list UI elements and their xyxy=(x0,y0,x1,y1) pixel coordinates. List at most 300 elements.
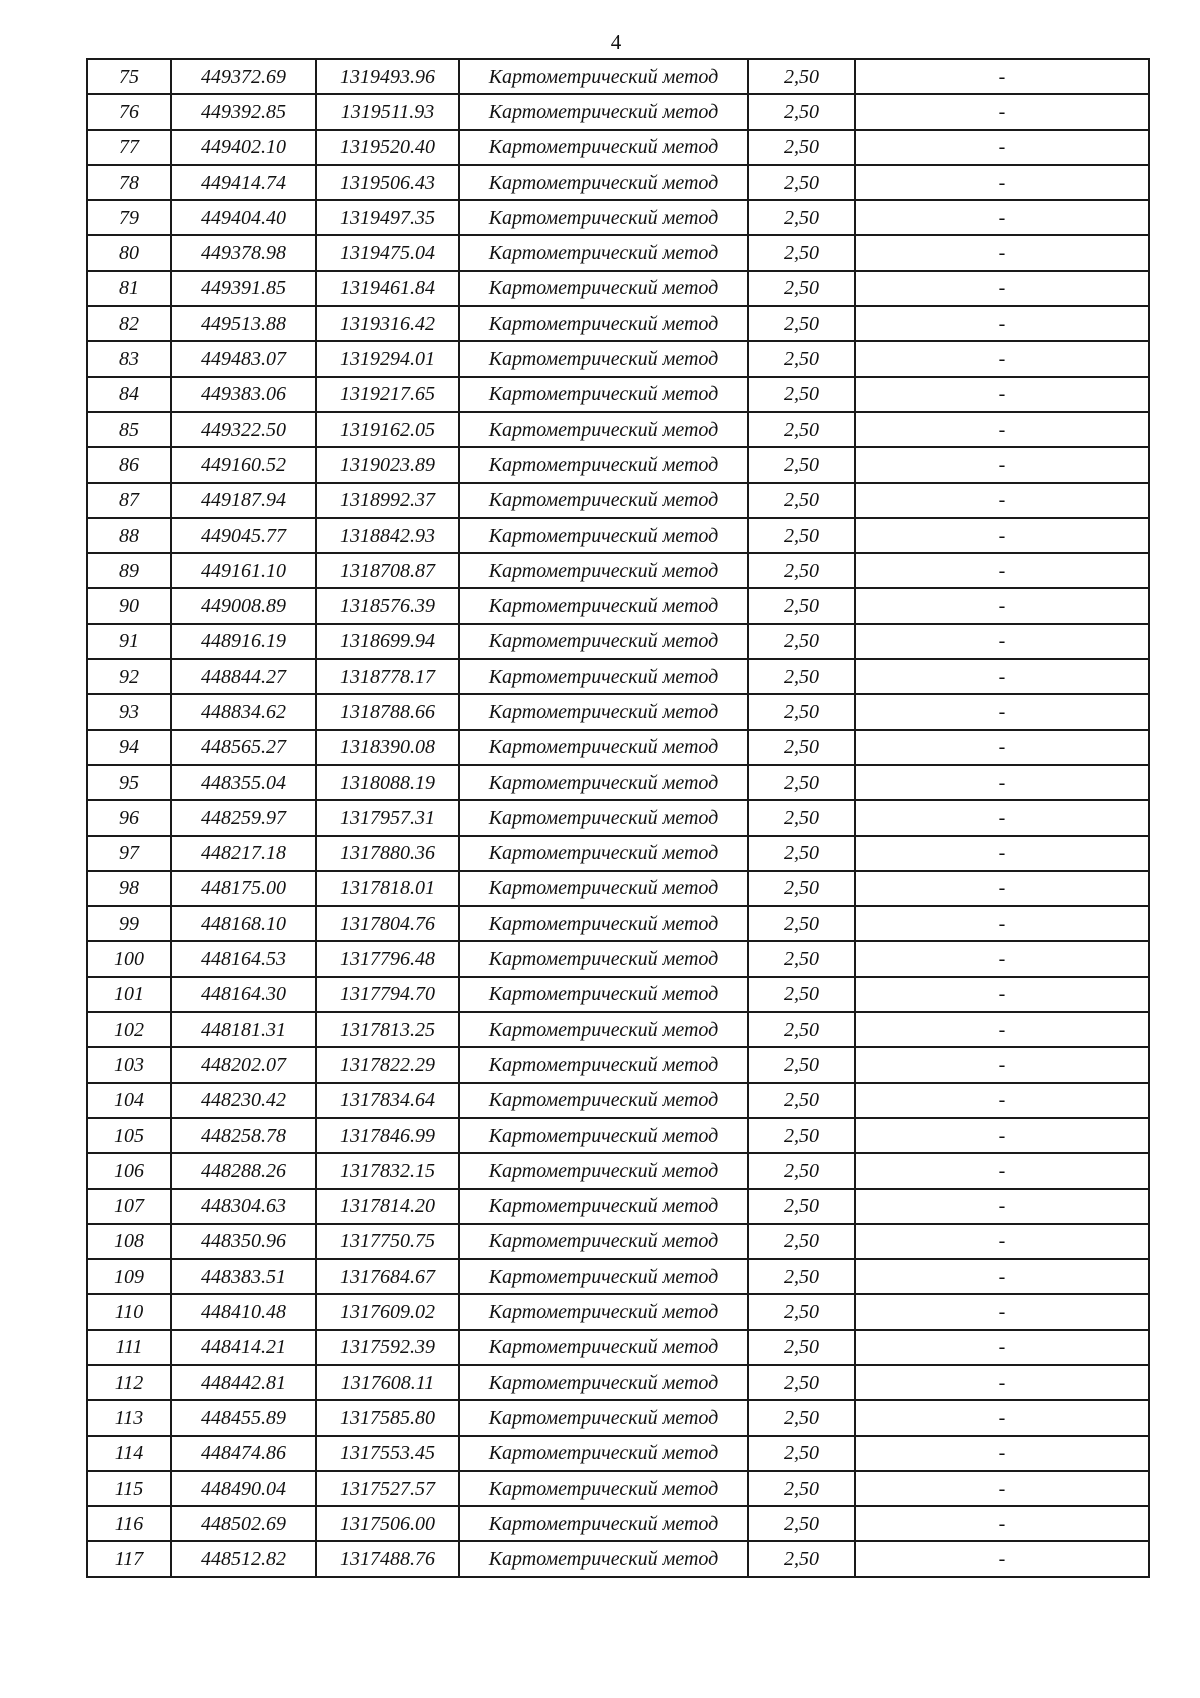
method-cell: Картометрический метод xyxy=(459,59,748,94)
description-cell: - xyxy=(855,765,1149,800)
table-row xyxy=(87,977,1149,1012)
y-coordinate-cell: 1318778.17 xyxy=(316,659,459,694)
description-cell: - xyxy=(855,1153,1149,1188)
method-cell: Картометрический метод xyxy=(459,271,748,306)
description-cell: - xyxy=(855,694,1149,729)
description-cell: - xyxy=(855,483,1149,518)
description-cell: - xyxy=(855,588,1149,623)
accuracy-cell: 2,50 xyxy=(748,871,855,906)
method-cell: Картометрический метод xyxy=(459,1506,748,1541)
accuracy-cell: 2,50 xyxy=(748,447,855,482)
y-coordinate-cell: 1317506.00 xyxy=(316,1506,459,1541)
y-coordinate-cell: 1317609.02 xyxy=(316,1294,459,1329)
method-cell: Картометрический метод xyxy=(459,1541,748,1576)
point-number-cell: 81 xyxy=(87,271,171,306)
description-cell: - xyxy=(855,165,1149,200)
table-row xyxy=(87,1224,1149,1259)
x-coordinate-cell: 448512.82 xyxy=(171,1541,316,1576)
table-row xyxy=(87,694,1149,729)
method-cell: Картометрический метод xyxy=(459,200,748,235)
point-number-cell: 115 xyxy=(87,1471,171,1506)
accuracy-cell: 2,50 xyxy=(748,235,855,270)
accuracy-cell: 2,50 xyxy=(748,1153,855,1188)
y-coordinate-cell: 1319217.65 xyxy=(316,377,459,412)
x-coordinate-cell: 448442.81 xyxy=(171,1365,316,1400)
y-coordinate-cell: 1317804.76 xyxy=(316,906,459,941)
method-cell: Картометрический метод xyxy=(459,412,748,447)
x-coordinate-cell: 448259.97 xyxy=(171,800,316,835)
table-row xyxy=(87,659,1149,694)
x-coordinate-cell: 448355.04 xyxy=(171,765,316,800)
y-coordinate-cell: 1319162.05 xyxy=(316,412,459,447)
y-coordinate-cell: 1319511.93 xyxy=(316,94,459,129)
point-number-cell: 77 xyxy=(87,130,171,165)
point-number-cell: 104 xyxy=(87,1083,171,1118)
description-cell: - xyxy=(855,1506,1149,1541)
y-coordinate-cell: 1317957.31 xyxy=(316,800,459,835)
accuracy-cell: 2,50 xyxy=(748,1471,855,1506)
point-number-cell: 86 xyxy=(87,447,171,482)
method-cell: Картометрический метод xyxy=(459,1189,748,1224)
method-cell: Картометрический метод xyxy=(459,553,748,588)
description-cell: - xyxy=(855,1330,1149,1365)
description-cell: - xyxy=(855,1259,1149,1294)
x-coordinate-cell: 449402.10 xyxy=(171,130,316,165)
accuracy-cell: 2,50 xyxy=(748,377,855,412)
y-coordinate-cell: 1317796.48 xyxy=(316,941,459,976)
table-row xyxy=(87,871,1149,906)
point-number-cell: 91 xyxy=(87,624,171,659)
table-row xyxy=(87,624,1149,659)
table-row xyxy=(87,836,1149,871)
y-coordinate-cell: 1317846.99 xyxy=(316,1118,459,1153)
x-coordinate-cell: 448565.27 xyxy=(171,730,316,765)
point-number-cell: 107 xyxy=(87,1189,171,1224)
table-row xyxy=(87,377,1149,412)
point-number-cell: 93 xyxy=(87,694,171,729)
point-number-cell: 97 xyxy=(87,836,171,871)
table-row xyxy=(87,765,1149,800)
point-number-cell: 100 xyxy=(87,941,171,976)
table-row xyxy=(87,941,1149,976)
method-cell: Картометрический метод xyxy=(459,1365,748,1400)
accuracy-cell: 2,50 xyxy=(748,765,855,800)
method-cell: Картометрический метод xyxy=(459,1400,748,1435)
accuracy-cell: 2,50 xyxy=(748,1294,855,1329)
point-number-cell: 117 xyxy=(87,1541,171,1576)
point-number-cell: 89 xyxy=(87,553,171,588)
y-coordinate-cell: 1319520.40 xyxy=(316,130,459,165)
table-row xyxy=(87,1400,1149,1435)
method-cell: Картометрический метод xyxy=(459,836,748,871)
accuracy-cell: 2,50 xyxy=(748,977,855,1012)
method-cell: Картометрический метод xyxy=(459,765,748,800)
x-coordinate-cell: 449160.52 xyxy=(171,447,316,482)
point-number-cell: 88 xyxy=(87,518,171,553)
y-coordinate-cell: 1319475.04 xyxy=(316,235,459,270)
table-row xyxy=(87,130,1149,165)
accuracy-cell: 2,50 xyxy=(748,1506,855,1541)
point-number-cell: 92 xyxy=(87,659,171,694)
table-row xyxy=(87,588,1149,623)
description-cell: - xyxy=(855,377,1149,412)
method-cell: Картометрический метод xyxy=(459,1259,748,1294)
coordinates-table xyxy=(86,58,1150,1578)
table-row xyxy=(87,518,1149,553)
description-cell: - xyxy=(855,659,1149,694)
y-coordinate-cell: 1317880.36 xyxy=(316,836,459,871)
method-cell: Картометрический метод xyxy=(459,624,748,659)
accuracy-cell: 2,50 xyxy=(748,941,855,976)
x-coordinate-cell: 449161.10 xyxy=(171,553,316,588)
description-cell: - xyxy=(855,130,1149,165)
description-cell: - xyxy=(855,1012,1149,1047)
x-coordinate-cell: 449391.85 xyxy=(171,271,316,306)
table-row xyxy=(87,1118,1149,1153)
x-coordinate-cell: 449187.94 xyxy=(171,483,316,518)
point-number-cell: 113 xyxy=(87,1400,171,1435)
x-coordinate-cell: 448916.19 xyxy=(171,624,316,659)
x-coordinate-cell: 448383.51 xyxy=(171,1259,316,1294)
description-cell: - xyxy=(855,1189,1149,1224)
table-row xyxy=(87,1153,1149,1188)
point-number-cell: 87 xyxy=(87,483,171,518)
description-cell: - xyxy=(855,836,1149,871)
accuracy-cell: 2,50 xyxy=(748,59,855,94)
x-coordinate-cell: 449372.69 xyxy=(171,59,316,94)
method-cell: Картометрический метод xyxy=(459,871,748,906)
table-row xyxy=(87,553,1149,588)
description-cell: - xyxy=(855,800,1149,835)
point-number-cell: 76 xyxy=(87,94,171,129)
accuracy-cell: 2,50 xyxy=(748,483,855,518)
y-coordinate-cell: 1317814.20 xyxy=(316,1189,459,1224)
description-cell: - xyxy=(855,271,1149,306)
point-number-cell: 112 xyxy=(87,1365,171,1400)
accuracy-cell: 2,50 xyxy=(748,1330,855,1365)
x-coordinate-cell: 449008.89 xyxy=(171,588,316,623)
x-coordinate-cell: 449392.85 xyxy=(171,94,316,129)
point-number-cell: 84 xyxy=(87,377,171,412)
description-cell: - xyxy=(855,1118,1149,1153)
y-coordinate-cell: 1319506.43 xyxy=(316,165,459,200)
point-number-cell: 101 xyxy=(87,977,171,1012)
point-number-cell: 108 xyxy=(87,1224,171,1259)
table-row xyxy=(87,1294,1149,1329)
point-number-cell: 96 xyxy=(87,800,171,835)
table-row xyxy=(87,59,1149,94)
method-cell: Картометрический метод xyxy=(459,165,748,200)
y-coordinate-cell: 1318992.37 xyxy=(316,483,459,518)
table-row xyxy=(87,1365,1149,1400)
description-cell: - xyxy=(855,1541,1149,1576)
y-coordinate-cell: 1319497.35 xyxy=(316,200,459,235)
description-cell: - xyxy=(855,235,1149,270)
y-coordinate-cell: 1318788.66 xyxy=(316,694,459,729)
table-row xyxy=(87,1189,1149,1224)
y-coordinate-cell: 1318842.93 xyxy=(316,518,459,553)
table-row xyxy=(87,1047,1149,1082)
accuracy-cell: 2,50 xyxy=(748,518,855,553)
point-number-cell: 109 xyxy=(87,1259,171,1294)
page-number: 4 xyxy=(610,30,622,54)
point-number-cell: 99 xyxy=(87,906,171,941)
description-cell: - xyxy=(855,941,1149,976)
accuracy-cell: 2,50 xyxy=(748,165,855,200)
accuracy-cell: 2,50 xyxy=(748,1012,855,1047)
method-cell: Картометрический метод xyxy=(459,906,748,941)
y-coordinate-cell: 1319023.89 xyxy=(316,447,459,482)
point-number-cell: 75 xyxy=(87,59,171,94)
point-number-cell: 83 xyxy=(87,341,171,376)
table-row xyxy=(87,94,1149,129)
x-coordinate-cell: 448410.48 xyxy=(171,1294,316,1329)
accuracy-cell: 2,50 xyxy=(748,1541,855,1576)
method-cell: Картометрический метод xyxy=(459,659,748,694)
y-coordinate-cell: 1317822.29 xyxy=(316,1047,459,1082)
method-cell: Картометрический метод xyxy=(459,800,748,835)
x-coordinate-cell: 448502.69 xyxy=(171,1506,316,1541)
method-cell: Картометрический метод xyxy=(459,1118,748,1153)
y-coordinate-cell: 1318390.08 xyxy=(316,730,459,765)
table-row xyxy=(87,1506,1149,1541)
accuracy-cell: 2,50 xyxy=(748,836,855,871)
description-cell: - xyxy=(855,447,1149,482)
method-cell: Картометрический метод xyxy=(459,977,748,1012)
accuracy-cell: 2,50 xyxy=(748,1436,855,1471)
accuracy-cell: 2,50 xyxy=(748,1365,855,1400)
accuracy-cell: 2,50 xyxy=(748,1189,855,1224)
accuracy-cell: 2,50 xyxy=(748,694,855,729)
point-number-cell: 95 xyxy=(87,765,171,800)
accuracy-cell: 2,50 xyxy=(748,1400,855,1435)
accuracy-cell: 2,50 xyxy=(748,624,855,659)
method-cell: Картометрический метод xyxy=(459,306,748,341)
point-number-cell: 103 xyxy=(87,1047,171,1082)
method-cell: Картометрический метод xyxy=(459,377,748,412)
description-cell: - xyxy=(855,906,1149,941)
table-row xyxy=(87,1471,1149,1506)
x-coordinate-cell: 448217.18 xyxy=(171,836,316,871)
description-cell: - xyxy=(855,59,1149,94)
point-number-cell: 98 xyxy=(87,871,171,906)
description-cell: - xyxy=(855,730,1149,765)
point-number-cell: 111 xyxy=(87,1330,171,1365)
x-coordinate-cell: 449414.74 xyxy=(171,165,316,200)
table-row xyxy=(87,483,1149,518)
x-coordinate-cell: 448230.42 xyxy=(171,1083,316,1118)
description-cell: - xyxy=(855,553,1149,588)
description-cell: - xyxy=(855,1083,1149,1118)
table-row xyxy=(87,1259,1149,1294)
method-cell: Картометрический метод xyxy=(459,1330,748,1365)
y-coordinate-cell: 1319461.84 xyxy=(316,271,459,306)
x-coordinate-cell: 448414.21 xyxy=(171,1330,316,1365)
table-row xyxy=(87,306,1149,341)
accuracy-cell: 2,50 xyxy=(748,306,855,341)
point-number-cell: 80 xyxy=(87,235,171,270)
y-coordinate-cell: 1317750.75 xyxy=(316,1224,459,1259)
x-coordinate-cell: 448164.53 xyxy=(171,941,316,976)
accuracy-cell: 2,50 xyxy=(748,1083,855,1118)
x-coordinate-cell: 448288.26 xyxy=(171,1153,316,1188)
x-coordinate-cell: 449045.77 xyxy=(171,518,316,553)
table-row xyxy=(87,1436,1149,1471)
accuracy-cell: 2,50 xyxy=(748,341,855,376)
y-coordinate-cell: 1319294.01 xyxy=(316,341,459,376)
description-cell: - xyxy=(855,341,1149,376)
description-cell: - xyxy=(855,1471,1149,1506)
x-coordinate-cell: 449322.50 xyxy=(171,412,316,447)
description-cell: - xyxy=(855,94,1149,129)
accuracy-cell: 2,50 xyxy=(748,130,855,165)
table-row xyxy=(87,1083,1149,1118)
point-number-cell: 102 xyxy=(87,1012,171,1047)
accuracy-cell: 2,50 xyxy=(748,94,855,129)
method-cell: Картометрический метод xyxy=(459,1471,748,1506)
method-cell: Картометрический метод xyxy=(459,235,748,270)
point-number-cell: 114 xyxy=(87,1436,171,1471)
y-coordinate-cell: 1319493.96 xyxy=(316,59,459,94)
method-cell: Картометрический метод xyxy=(459,1436,748,1471)
y-coordinate-cell: 1319316.42 xyxy=(316,306,459,341)
y-coordinate-cell: 1317608.11 xyxy=(316,1365,459,1400)
description-cell: - xyxy=(855,871,1149,906)
x-coordinate-cell: 449378.98 xyxy=(171,235,316,270)
table-row xyxy=(87,1541,1149,1576)
accuracy-cell: 2,50 xyxy=(748,1224,855,1259)
method-cell: Картометрический метод xyxy=(459,94,748,129)
method-cell: Картометрический метод xyxy=(459,941,748,976)
method-cell: Картометрический метод xyxy=(459,518,748,553)
point-number-cell: 90 xyxy=(87,588,171,623)
method-cell: Картометрический метод xyxy=(459,588,748,623)
x-coordinate-cell: 448474.86 xyxy=(171,1436,316,1471)
y-coordinate-cell: 1317585.80 xyxy=(316,1400,459,1435)
method-cell: Картометрический метод xyxy=(459,730,748,765)
description-cell: - xyxy=(855,306,1149,341)
y-coordinate-cell: 1317684.67 xyxy=(316,1259,459,1294)
method-cell: Картометрический метод xyxy=(459,447,748,482)
accuracy-cell: 2,50 xyxy=(748,588,855,623)
point-number-cell: 94 xyxy=(87,730,171,765)
description-cell: - xyxy=(855,977,1149,1012)
coordinates-table-body xyxy=(87,59,1149,1577)
accuracy-cell: 2,50 xyxy=(748,412,855,447)
method-cell: Картометрический метод xyxy=(459,130,748,165)
y-coordinate-cell: 1317488.76 xyxy=(316,1541,459,1576)
table-row xyxy=(87,165,1149,200)
method-cell: Картометрический метод xyxy=(459,483,748,518)
table-row xyxy=(87,235,1149,270)
table-row xyxy=(87,730,1149,765)
accuracy-cell: 2,50 xyxy=(748,1047,855,1082)
table-row xyxy=(87,447,1149,482)
table-row xyxy=(87,800,1149,835)
point-number-cell: 105 xyxy=(87,1118,171,1153)
method-cell: Картометрический метод xyxy=(459,1083,748,1118)
x-coordinate-cell: 448175.00 xyxy=(171,871,316,906)
x-coordinate-cell: 449383.06 xyxy=(171,377,316,412)
table-row xyxy=(87,1012,1149,1047)
accuracy-cell: 2,50 xyxy=(748,1259,855,1294)
x-coordinate-cell: 449513.88 xyxy=(171,306,316,341)
x-coordinate-cell: 448834.62 xyxy=(171,694,316,729)
point-number-cell: 78 xyxy=(87,165,171,200)
y-coordinate-cell: 1318708.87 xyxy=(316,553,459,588)
y-coordinate-cell: 1317794.70 xyxy=(316,977,459,1012)
table-row xyxy=(87,1330,1149,1365)
x-coordinate-cell: 448181.31 xyxy=(171,1012,316,1047)
x-coordinate-cell: 448168.10 xyxy=(171,906,316,941)
accuracy-cell: 2,50 xyxy=(748,1118,855,1153)
y-coordinate-cell: 1317832.15 xyxy=(316,1153,459,1188)
y-coordinate-cell: 1317813.25 xyxy=(316,1012,459,1047)
y-coordinate-cell: 1317527.57 xyxy=(316,1471,459,1506)
table-row xyxy=(87,412,1149,447)
accuracy-cell: 2,50 xyxy=(748,271,855,306)
description-cell: - xyxy=(855,1047,1149,1082)
accuracy-cell: 2,50 xyxy=(748,200,855,235)
description-cell: - xyxy=(855,624,1149,659)
method-cell: Картометрический метод xyxy=(459,1153,748,1188)
table-row xyxy=(87,271,1149,306)
description-cell: - xyxy=(855,1436,1149,1471)
x-coordinate-cell: 448202.07 xyxy=(171,1047,316,1082)
point-number-cell: 79 xyxy=(87,200,171,235)
table-row xyxy=(87,200,1149,235)
table-row xyxy=(87,906,1149,941)
method-cell: Картометрический метод xyxy=(459,341,748,376)
point-number-cell: 82 xyxy=(87,306,171,341)
y-coordinate-cell: 1317818.01 xyxy=(316,871,459,906)
x-coordinate-cell: 448455.89 xyxy=(171,1400,316,1435)
x-coordinate-cell: 449404.40 xyxy=(171,200,316,235)
description-cell: - xyxy=(855,412,1149,447)
table-row xyxy=(87,341,1149,376)
description-cell: - xyxy=(855,1365,1149,1400)
point-number-cell: 110 xyxy=(87,1294,171,1329)
description-cell: - xyxy=(855,1224,1149,1259)
accuracy-cell: 2,50 xyxy=(748,800,855,835)
point-number-cell: 85 xyxy=(87,412,171,447)
x-coordinate-cell: 448350.96 xyxy=(171,1224,316,1259)
x-coordinate-cell: 448258.78 xyxy=(171,1118,316,1153)
description-cell: - xyxy=(855,518,1149,553)
method-cell: Картометрический метод xyxy=(459,1294,748,1329)
x-coordinate-cell: 448164.30 xyxy=(171,977,316,1012)
y-coordinate-cell: 1317553.45 xyxy=(316,1436,459,1471)
x-coordinate-cell: 449483.07 xyxy=(171,341,316,376)
description-cell: - xyxy=(855,1400,1149,1435)
point-number-cell: 116 xyxy=(87,1506,171,1541)
method-cell: Картометрический метод xyxy=(459,694,748,729)
accuracy-cell: 2,50 xyxy=(748,659,855,694)
x-coordinate-cell: 448844.27 xyxy=(171,659,316,694)
method-cell: Картометрический метод xyxy=(459,1224,748,1259)
description-cell: - xyxy=(855,1294,1149,1329)
y-coordinate-cell: 1318699.94 xyxy=(316,624,459,659)
accuracy-cell: 2,50 xyxy=(748,730,855,765)
x-coordinate-cell: 448490.04 xyxy=(171,1471,316,1506)
method-cell: Картометрический метод xyxy=(459,1047,748,1082)
method-cell: Картометрический метод xyxy=(459,1012,748,1047)
point-number-cell: 106 xyxy=(87,1153,171,1188)
y-coordinate-cell: 1317592.39 xyxy=(316,1330,459,1365)
y-coordinate-cell: 1318576.39 xyxy=(316,588,459,623)
description-cell: - xyxy=(855,200,1149,235)
accuracy-cell: 2,50 xyxy=(748,553,855,588)
